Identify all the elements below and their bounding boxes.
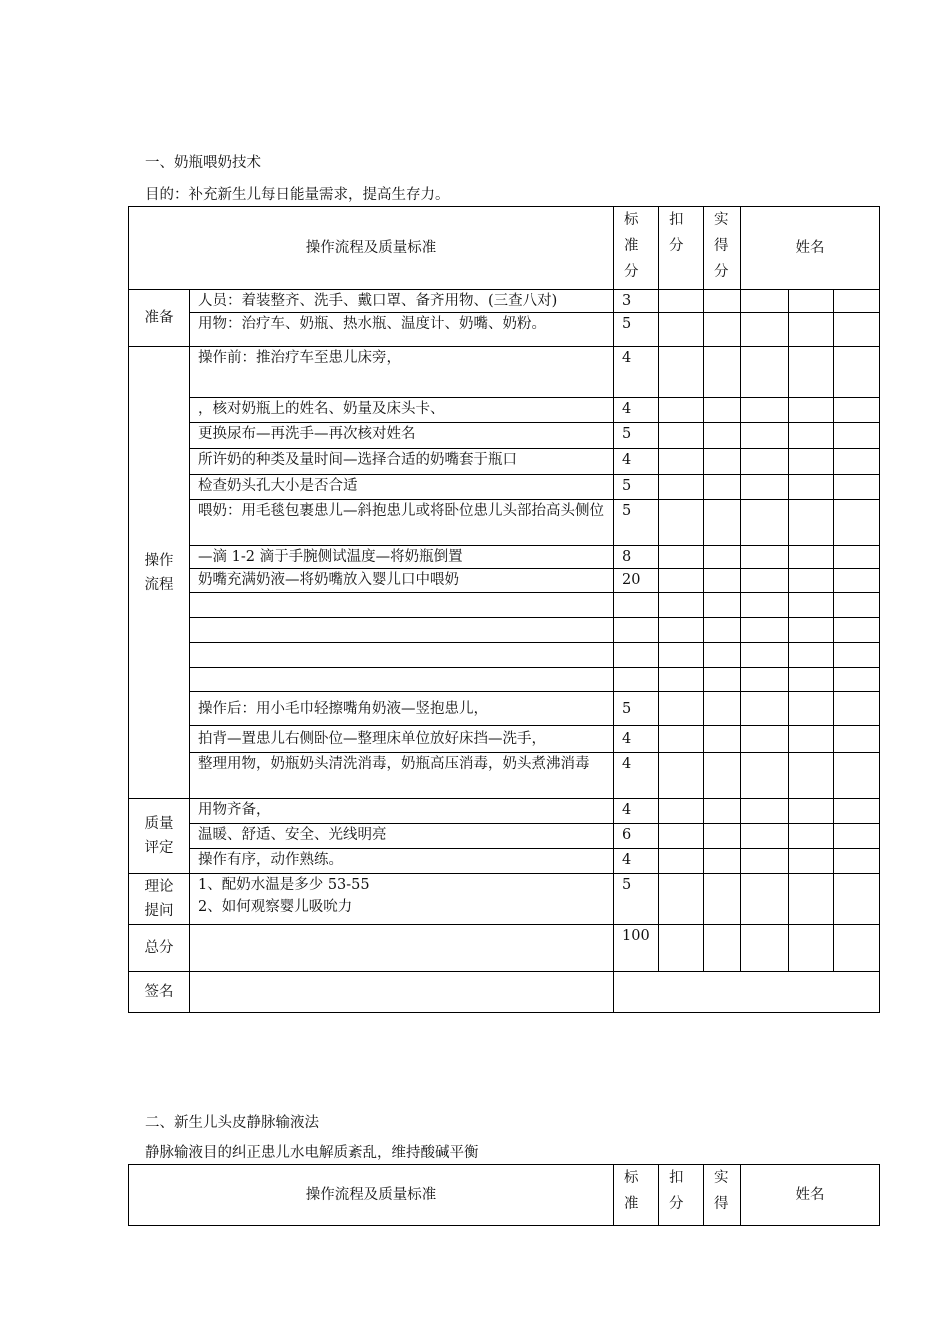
category-quality-text: 质量 评定	[144, 816, 174, 856]
name-cell	[789, 925, 834, 972]
deduct-cell	[659, 753, 704, 799]
deduct-cell	[659, 643, 704, 668]
process-score: 5	[614, 475, 659, 500]
deduct-cell	[659, 546, 704, 569]
name-cell	[789, 569, 834, 593]
section2-purpose: 静脉输液目的纠正患儿水电解质紊乱，维持酸碱平衡	[145, 1145, 479, 1161]
name-cell	[741, 618, 789, 643]
process-score	[614, 643, 659, 668]
name-cell	[789, 824, 834, 849]
name-cell	[789, 874, 834, 925]
deduct-cell	[659, 500, 704, 546]
deduct-cell	[659, 874, 704, 925]
name-cell	[834, 692, 880, 726]
process-score: 4	[614, 347, 659, 398]
name-cell	[741, 643, 789, 668]
total-score: 100	[614, 925, 659, 972]
deduct-cell	[659, 925, 704, 972]
actual-cell	[704, 849, 741, 874]
process-item: 操作后：用小毛巾轻擦嘴角奶液—竖抱患儿，	[190, 692, 614, 726]
name-cell	[789, 753, 834, 799]
process-item: 奶嘴充满奶液—将奶嘴放入婴儿口中喂奶	[190, 569, 614, 593]
name-cell	[789, 290, 834, 313]
process-score: 5	[614, 692, 659, 726]
header-name: 姓名	[741, 207, 880, 290]
name-cell	[789, 313, 834, 347]
process-item: 所许奶的种类及量时间—选择合适的奶嘴套于瓶口	[190, 449, 614, 475]
category-process	[129, 347, 190, 799]
name-cell	[741, 500, 789, 546]
name-cell	[789, 668, 834, 692]
actual-cell	[704, 398, 741, 423]
name-cell	[741, 398, 789, 423]
deduct-cell	[659, 692, 704, 726]
name-cell	[834, 668, 880, 692]
theory-score: 5	[614, 874, 659, 925]
section1-purpose: 目的：补充新生儿每日能量需求，提高生存力。	[145, 187, 450, 203]
name-cell	[834, 475, 880, 500]
deduct-cell	[659, 668, 704, 692]
process-score: 5	[614, 423, 659, 449]
quality-score: 6	[614, 824, 659, 849]
name-cell	[834, 849, 880, 874]
name-cell	[741, 692, 789, 726]
name-cell	[741, 593, 789, 618]
actual-cell	[704, 593, 741, 618]
name-cell	[789, 546, 834, 569]
name-cell	[834, 824, 880, 849]
name-cell	[741, 423, 789, 449]
actual-cell	[704, 618, 741, 643]
header-actual	[704, 207, 741, 290]
process-item: 更换尿布—再洗手—再次核对姓名	[190, 423, 614, 449]
actual-cell	[704, 753, 741, 799]
process-item: 喂奶：用毛毯包裹患儿—斜抱患儿或将卧位患儿头部抬高头侧位	[190, 500, 614, 546]
header-actual-text: 实 得	[714, 1170, 729, 1212]
name-cell	[834, 546, 880, 569]
name-cell	[834, 593, 880, 618]
process-score: 4	[614, 753, 659, 799]
name-cell	[834, 925, 880, 972]
total-blank	[190, 925, 614, 972]
process-item: 操作前：推治疗车至患儿床旁，	[190, 347, 614, 398]
process-score: 4	[614, 398, 659, 423]
name-cell	[834, 799, 880, 824]
process-item: —滴 1-2 滴于手腕侧试温度—将奶瓶倒置	[190, 546, 614, 569]
name-cell	[789, 849, 834, 874]
name-cell	[789, 593, 834, 618]
process-score	[614, 593, 659, 618]
sign-area	[614, 972, 880, 1013]
actual-cell	[704, 313, 741, 347]
deduct-cell	[659, 423, 704, 449]
process-score: 5	[614, 500, 659, 546]
category-total: 总分	[129, 925, 190, 972]
deduct-cell	[659, 347, 704, 398]
name-cell	[741, 849, 789, 874]
category-process-text: 操作 流程	[144, 552, 174, 593]
header-deduct-text: 扣 分	[669, 212, 684, 254]
prep-item: 人员：着装整齐、洗手、戴口罩、备齐用物、(三查八对)	[190, 290, 614, 313]
header-actual	[704, 1165, 741, 1226]
header-standard-score	[614, 207, 659, 290]
section2-title: 二、新生儿头皮静脉输液法	[145, 1115, 319, 1131]
process-item-empty	[190, 668, 614, 692]
actual-cell	[704, 668, 741, 692]
actual-cell	[704, 569, 741, 593]
name-cell	[834, 449, 880, 475]
name-cell	[834, 643, 880, 668]
name-cell	[834, 874, 880, 925]
name-cell	[741, 546, 789, 569]
theory-question-1: 1、配奶水温是多少 53-55	[198, 877, 370, 893]
actual-cell	[704, 500, 741, 546]
process-item: 拍背—置患儿右侧卧位—整理床单位放好床挡—洗手，	[190, 726, 614, 753]
process-item: 整理用物，奶瓶奶头清洗消毒，奶瓶高压消毒，奶头煮沸消毒	[190, 753, 614, 799]
deduct-cell	[659, 849, 704, 874]
deduct-cell	[659, 475, 704, 500]
name-cell	[789, 692, 834, 726]
actual-cell	[704, 874, 741, 925]
header-procedure: 操作流程及质量标准	[129, 207, 614, 290]
category-theory	[129, 874, 190, 925]
name-cell	[834, 423, 880, 449]
header-deduct	[659, 207, 704, 290]
scoring-table-2	[128, 1164, 880, 1226]
name-cell	[789, 398, 834, 423]
header-standard-score-text: 标 准	[624, 1170, 639, 1212]
prep-item: 用物：治疗车、奶瓶、热水瓶、温度计、奶嘴、奶粉。	[190, 313, 614, 347]
actual-cell	[704, 475, 741, 500]
sign-blank	[190, 972, 614, 1013]
name-cell	[834, 398, 880, 423]
process-score: 8	[614, 546, 659, 569]
process-score	[614, 668, 659, 692]
header-actual-text: 实 得 分	[714, 212, 729, 280]
name-cell	[741, 290, 789, 313]
prep-score: 5	[614, 313, 659, 347]
actual-cell	[704, 643, 741, 668]
name-cell	[789, 347, 834, 398]
name-cell	[789, 475, 834, 500]
process-item: ，核对奶瓶上的姓名、奶量及床头卡、	[190, 398, 614, 423]
quality-item: 温暖、舒适、安全、光线明亮	[190, 824, 614, 849]
header-deduct-text: 扣 分	[669, 1170, 684, 1212]
name-cell	[834, 313, 880, 347]
name-cell	[789, 726, 834, 753]
category-theory-text: 理论 提问	[144, 879, 174, 919]
actual-cell	[704, 692, 741, 726]
theory-questions	[190, 874, 614, 925]
header-name: 姓名	[741, 1165, 880, 1226]
header-deduct	[659, 1165, 704, 1226]
deduct-cell	[659, 593, 704, 618]
process-score: 4	[614, 449, 659, 475]
name-cell	[741, 347, 789, 398]
process-score: 4	[614, 726, 659, 753]
name-cell	[789, 500, 834, 546]
process-item-empty	[190, 643, 614, 668]
deduct-cell	[659, 726, 704, 753]
name-cell	[834, 726, 880, 753]
quality-score: 4	[614, 799, 659, 824]
name-cell	[789, 799, 834, 824]
deduct-cell	[659, 618, 704, 643]
process-item-empty	[190, 618, 614, 643]
name-cell	[741, 475, 789, 500]
name-cell	[741, 449, 789, 475]
header-standard-score	[614, 1165, 659, 1226]
actual-cell	[704, 347, 741, 398]
name-cell	[789, 449, 834, 475]
quality-item: 用物齐备，	[190, 799, 614, 824]
name-cell	[741, 668, 789, 692]
name-cell	[834, 618, 880, 643]
actual-cell	[704, 449, 741, 475]
deduct-cell	[659, 799, 704, 824]
actual-cell	[704, 799, 741, 824]
actual-cell	[704, 290, 741, 313]
name-cell	[741, 753, 789, 799]
actual-cell	[704, 824, 741, 849]
name-cell	[741, 569, 789, 593]
process-item-empty	[190, 593, 614, 618]
quality-score: 4	[614, 849, 659, 874]
header-standard-score-text: 标 准 分	[624, 212, 639, 280]
scoring-table-1	[128, 206, 880, 1013]
deduct-cell	[659, 824, 704, 849]
section1-title: 一、奶瓶喂奶技术	[145, 155, 261, 171]
header-procedure: 操作流程及质量标准	[129, 1165, 614, 1226]
name-cell	[834, 347, 880, 398]
name-cell	[789, 423, 834, 449]
name-cell	[834, 569, 880, 593]
prep-score: 3	[614, 290, 659, 313]
actual-cell	[704, 546, 741, 569]
deduct-cell	[659, 290, 704, 313]
name-cell	[741, 726, 789, 753]
quality-item: 操作有序，动作熟练。	[190, 849, 614, 874]
name-cell	[834, 753, 880, 799]
name-cell	[741, 874, 789, 925]
theory-question-2: 2、如何观察婴儿吸吮力	[198, 899, 353, 915]
name-cell	[741, 799, 789, 824]
name-cell	[741, 313, 789, 347]
process-item: 检查奶头孔大小是否合适	[190, 475, 614, 500]
deduct-cell	[659, 569, 704, 593]
name-cell	[741, 824, 789, 849]
actual-cell	[704, 726, 741, 753]
name-cell	[789, 618, 834, 643]
category-prep: 准备	[129, 290, 190, 347]
deduct-cell	[659, 449, 704, 475]
name-cell	[741, 925, 789, 972]
deduct-cell	[659, 398, 704, 423]
name-cell	[834, 290, 880, 313]
name-cell	[789, 643, 834, 668]
actual-cell	[704, 925, 741, 972]
category-sign: 签名	[129, 972, 190, 1013]
deduct-cell	[659, 313, 704, 347]
actual-cell	[704, 423, 741, 449]
process-score: 20	[614, 569, 659, 593]
category-quality	[129, 799, 190, 874]
name-cell	[834, 500, 880, 546]
process-score	[614, 618, 659, 643]
